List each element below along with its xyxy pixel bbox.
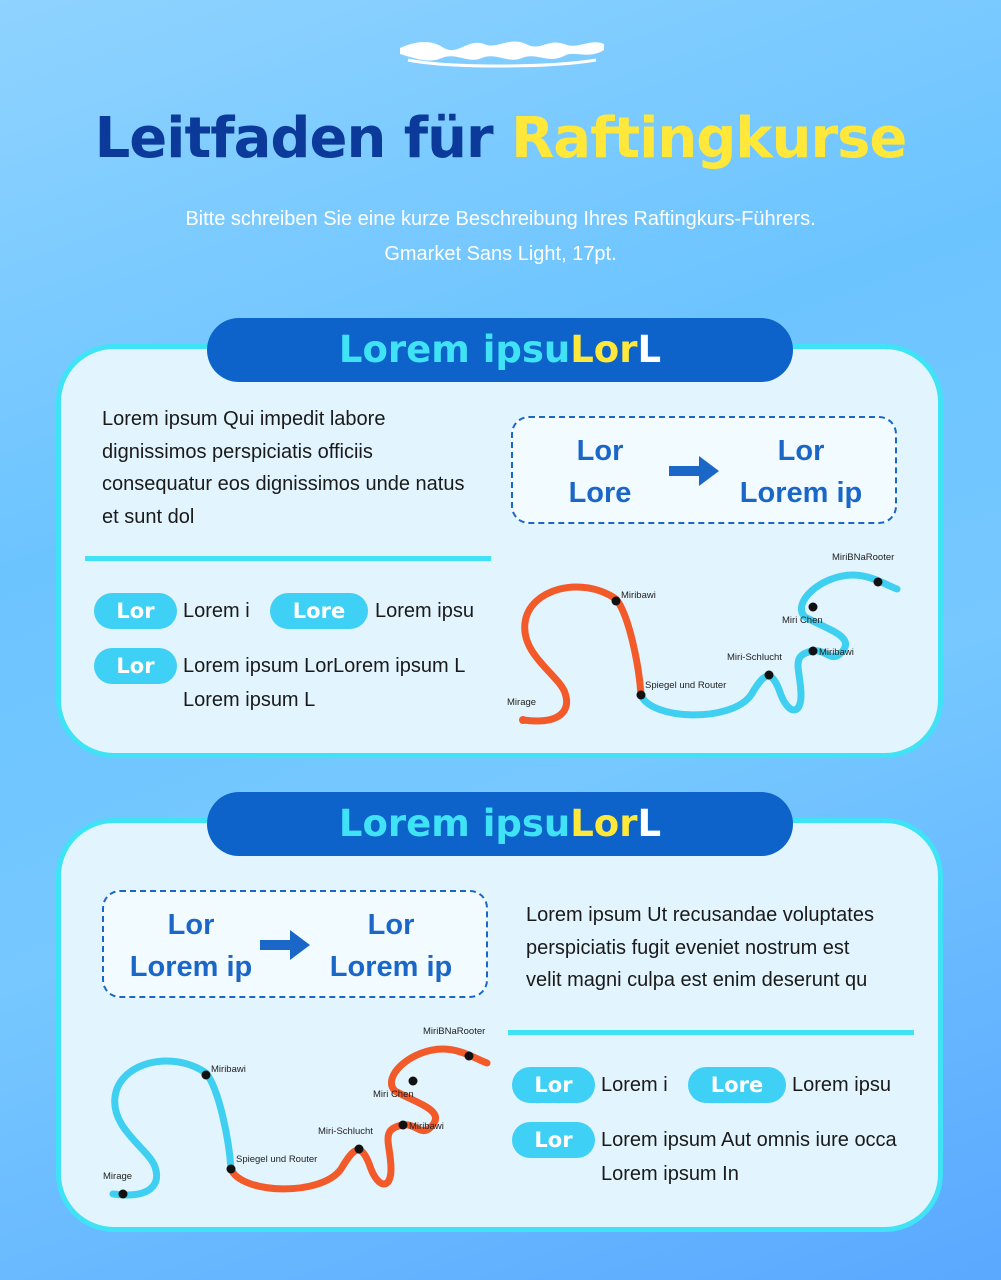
tag-text bbox=[183, 649, 465, 717]
tag-badge: Lor bbox=[94, 648, 177, 684]
map-label: Miribawi bbox=[621, 590, 656, 601]
section-1-arrow-box bbox=[511, 416, 897, 524]
section-2-river-map bbox=[91, 1019, 491, 1204]
river-easy-segment bbox=[641, 575, 897, 715]
section-1-river-map bbox=[501, 545, 901, 730]
paragraph-line: dignissimos perspiciatis officiis bbox=[102, 440, 373, 463]
arrow-box-from-line: Lore bbox=[568, 477, 632, 509]
arrow-right-icon bbox=[669, 456, 719, 486]
paragraph-line: Lorem ipsum Ut recusandae voluptates bbox=[526, 904, 874, 926]
arrow-box-from-line: Lor bbox=[167, 909, 215, 941]
heading-part-cyan: Lorem ipsu bbox=[338, 328, 571, 371]
route-stop bbox=[637, 691, 646, 700]
route-stop bbox=[465, 1052, 474, 1061]
arrow-box-from bbox=[525, 430, 675, 514]
section-1-heading bbox=[207, 318, 793, 382]
tag-text bbox=[601, 1123, 897, 1191]
arrow-box-to-line: Lor bbox=[777, 435, 825, 467]
subtitle-line-2: Gmarket Sans Light, 17pt. bbox=[384, 243, 617, 265]
arrow-box-to-line: Lorem ip bbox=[329, 951, 453, 983]
tag-badge: Lor bbox=[512, 1122, 595, 1158]
map-label: Spiegel und Router bbox=[236, 1154, 318, 1165]
section-2-heading bbox=[207, 792, 793, 856]
arrow-box-from-line: Lorem ip bbox=[129, 951, 253, 983]
page-subtitle bbox=[0, 202, 1001, 272]
heading-part-white: L bbox=[637, 328, 662, 371]
river-hard-segment bbox=[523, 587, 641, 721]
tag-text-line: Lorem ipsu bbox=[375, 600, 474, 622]
tag-text-line: Lorem ipsu bbox=[792, 1074, 891, 1096]
arrow-box-from bbox=[108, 904, 274, 988]
subtitle-line-1: Bitte schreiben Sie eine kurze Beschreibung Ihres Raftingkurs-Führers. bbox=[185, 208, 816, 230]
route-stop bbox=[399, 1121, 408, 1130]
tag-text bbox=[601, 1068, 668, 1102]
section-card-1 bbox=[56, 344, 943, 758]
tag-text bbox=[792, 1068, 891, 1102]
map-label: Miri Chen bbox=[782, 615, 823, 626]
heading-part-white: L bbox=[637, 802, 662, 845]
arrow-box-from-line: Lor bbox=[576, 435, 624, 467]
route-stop bbox=[612, 597, 621, 606]
river-hard-segment bbox=[231, 1049, 487, 1189]
section-2-arrow-box bbox=[102, 890, 488, 998]
route-stop bbox=[874, 578, 883, 587]
map-label: Miri Chen bbox=[373, 1089, 414, 1100]
map-label: Miribawi bbox=[409, 1121, 444, 1132]
title-part-dark: Leitfaden für bbox=[94, 106, 512, 171]
section-card-2 bbox=[56, 818, 943, 1232]
arrow-box-to-line: Lorem ip bbox=[739, 477, 863, 509]
paragraph-line: velit magni culpa est enim deserunt qu bbox=[526, 969, 868, 991]
paragraph-line: Lorem ipsum Qui impedit labore bbox=[102, 408, 386, 430]
route-stop bbox=[355, 1145, 364, 1154]
map-label: Miribawi bbox=[211, 1064, 246, 1075]
map-label: Miri-Schlucht bbox=[318, 1126, 373, 1137]
arrow-box-to-line: Lor bbox=[367, 909, 415, 941]
route-stop bbox=[119, 1190, 128, 1199]
map-label: MiriBNaRooter bbox=[423, 1026, 486, 1037]
tag-text-line: Lorem ipsum L bbox=[183, 689, 316, 711]
tag-badge: Lor bbox=[94, 593, 177, 629]
paragraph-line: consequatur eos dignissimos unde natus bbox=[102, 473, 465, 495]
title-part-highlight: Raftingkurse bbox=[511, 106, 907, 171]
map-label: Miribawi bbox=[819, 647, 854, 658]
tag-badge: Lore bbox=[688, 1067, 786, 1103]
route-stop bbox=[409, 1077, 418, 1086]
route-stop bbox=[809, 603, 818, 612]
wave-icon bbox=[398, 36, 606, 68]
tag-text bbox=[183, 594, 250, 628]
paragraph-line: perspiciatis fugit eveniet nostrum est bbox=[526, 936, 850, 959]
section-1-paragraph bbox=[102, 403, 502, 533]
arrow-box-to bbox=[721, 430, 881, 514]
map-label: MiriBNaRooter bbox=[832, 552, 895, 563]
tag-text bbox=[375, 594, 474, 628]
section-2-paragraph bbox=[526, 899, 926, 997]
tag-text-line: Lorem ipsum LorLorem ipsum L bbox=[183, 655, 466, 677]
tag-text-line: Lorem i bbox=[183, 600, 250, 622]
map-label: Spiegel und Router bbox=[645, 680, 727, 691]
map-label: Mirage bbox=[507, 697, 537, 708]
page-title bbox=[0, 106, 1001, 171]
heading-part-yellow: Lor bbox=[570, 802, 638, 845]
tag-badge: Lor bbox=[512, 1067, 595, 1103]
heading-part-cyan: Lorem ipsu bbox=[338, 802, 571, 845]
tag-badge: Lore bbox=[270, 593, 368, 629]
tag-text-line: Lorem i bbox=[601, 1074, 668, 1096]
route-stop bbox=[202, 1071, 211, 1080]
route-stop bbox=[227, 1165, 236, 1174]
tag-text-line: Lorem ipsum Aut omnis iure occa bbox=[601, 1129, 897, 1151]
route-stop bbox=[519, 716, 527, 724]
route-stop bbox=[765, 671, 774, 680]
heading-part-yellow: Lor bbox=[570, 328, 638, 371]
arrow-right-icon bbox=[260, 930, 310, 960]
map-label: Miri-Schlucht bbox=[727, 652, 782, 663]
section-1-divider bbox=[85, 556, 491, 561]
route-stop bbox=[809, 647, 818, 656]
section-2-divider bbox=[508, 1030, 914, 1035]
paragraph-line: et sunt dol bbox=[102, 505, 195, 528]
tag-text-line: Lorem ipsum In bbox=[601, 1163, 739, 1185]
arrow-box-to bbox=[308, 904, 474, 988]
map-label: Mirage bbox=[103, 1171, 133, 1182]
